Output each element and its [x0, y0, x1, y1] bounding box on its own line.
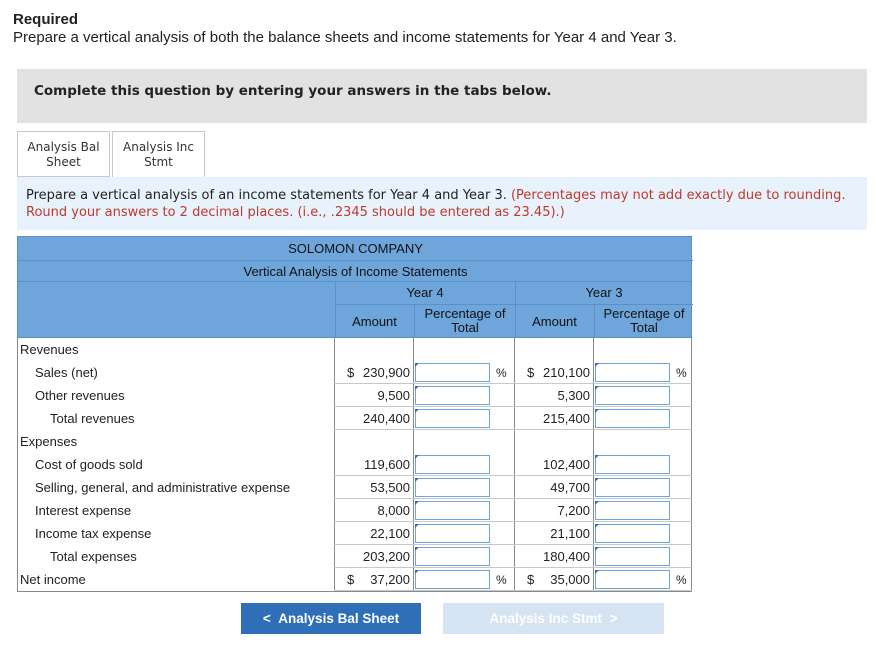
table-title: Vertical Analysis of Income Statements — [243, 264, 468, 279]
year3-percentage-input[interactable] — [595, 524, 670, 543]
year4-amount: 9,500 — [377, 388, 410, 403]
instruction-text: Complete this question by entering your answers in the tabs below. — [34, 83, 552, 99]
year3-amount: 21,100 — [550, 526, 590, 541]
year3-amount-header: Amount — [532, 314, 577, 329]
pct-header-line1: Percentage of — [603, 306, 685, 321]
prev-button-label: Analysis Bal Sheet — [278, 611, 400, 626]
dollar-sign: $ — [527, 572, 535, 587]
company-name: SOLOMON COMPANY — [288, 241, 423, 256]
tab-label-line1: Analysis Bal — [27, 140, 100, 154]
year4-percentage-input[interactable] — [415, 524, 490, 543]
pct-header-line2: Total — [451, 320, 479, 335]
required-heading: Required — [13, 11, 79, 28]
row-label: Cost of goods sold — [35, 457, 143, 472]
year3-amount: 7,200 — [557, 503, 590, 518]
year3-percentage-input[interactable] — [595, 478, 670, 497]
column-header-band — [17, 282, 692, 338]
percent-sign: % — [496, 366, 507, 380]
year4-percentage-input[interactable] — [415, 570, 490, 589]
year4-percentage-input[interactable] — [415, 455, 490, 474]
table-title-band — [17, 236, 692, 282]
year4-percentage-input[interactable] — [415, 409, 490, 428]
tab-panel-instructions — [17, 177, 867, 230]
row-label: Interest expense — [35, 503, 132, 518]
next-button-label: Analysis Inc Stmt — [489, 611, 603, 626]
year4-amount: 8,000 — [377, 503, 410, 518]
year3-amount: 102,400 — [543, 457, 590, 472]
tab-analysis-inc-stmt[interactable] — [112, 131, 205, 178]
year4-amount: 53,500 — [370, 480, 410, 495]
year3-percentage-input[interactable] — [595, 501, 670, 520]
tab-analysis-bal-sheet[interactable] — [17, 131, 110, 177]
dollar-sign: $ — [347, 572, 355, 587]
row-label: Total revenues — [50, 411, 135, 426]
year4-pct-header — [415, 307, 515, 335]
percent-sign: % — [496, 573, 507, 587]
year4-percentage-input[interactable] — [415, 501, 490, 520]
year4-percentage-input[interactable] — [415, 478, 490, 497]
year4-header: Year 4 — [406, 285, 444, 300]
percent-sign: % — [676, 573, 687, 587]
prev-analysis-bal-sheet-button[interactable] — [241, 603, 421, 634]
dollar-sign: $ — [527, 365, 535, 380]
year3-percentage-input[interactable] — [595, 570, 670, 589]
row-label: Other revenues — [35, 388, 125, 403]
year3-header: Year 3 — [585, 285, 623, 300]
year4-percentage-input[interactable] — [415, 363, 490, 382]
year4-amount: 22,100 — [370, 526, 410, 541]
tab-label-line2: Stmt — [144, 155, 173, 169]
year3-percentage-input[interactable] — [595, 547, 670, 566]
required-text: Prepare a vertical analysis of both the balance sheets and income statements for Year 4 and Year 3. — [13, 29, 677, 46]
row-label: Selling, general, and administrative expense — [35, 480, 291, 495]
panel-line-1 — [26, 188, 845, 203]
year3-amount: 180,400 — [543, 549, 590, 564]
panel-text-red-2: Round your answers to 2 decimal places. (i.e., .2345 should be entered as 23.45).) — [26, 205, 565, 220]
year4-amount-header: Amount — [352, 314, 397, 329]
row-label: Income tax expense — [35, 526, 152, 541]
row-label: Net income — [20, 572, 86, 587]
year4-amount: 203,200 — [363, 549, 410, 564]
year4-amount: 119,600 — [363, 457, 410, 472]
year3-amount: 215,400 — [543, 411, 590, 426]
year4-amount: 240,400 — [363, 411, 410, 426]
pct-header-line2: Total — [630, 320, 658, 335]
row-label: Revenues — [20, 342, 79, 357]
row-label: Total expenses — [50, 549, 137, 564]
pct-header-line1: Percentage of — [424, 306, 506, 321]
year4-amount: 230,900 — [363, 365, 410, 380]
next-analysis-inc-stmt-button[interactable] — [443, 603, 664, 634]
chevron-left-icon: < — [262, 611, 271, 626]
year3-amount: 5,300 — [557, 388, 590, 403]
dollar-sign: $ — [347, 365, 355, 380]
year4-percentage-input[interactable] — [415, 547, 490, 566]
chevron-right-icon: > — [609, 611, 618, 626]
year3-percentage-input[interactable] — [595, 455, 670, 474]
year3-amount: 49,700 — [550, 480, 590, 495]
year3-percentage-input[interactable] — [595, 386, 670, 405]
percent-sign: % — [676, 366, 687, 380]
year3-percentage-input[interactable] — [595, 363, 670, 382]
row-label: Sales (net) — [35, 365, 98, 380]
instruction-box — [17, 69, 867, 123]
year3-percentage-input[interactable] — [595, 409, 670, 428]
tab-label-line1: Analysis Inc — [123, 140, 194, 154]
year4-percentage-input[interactable] — [415, 386, 490, 405]
year3-pct-header — [595, 307, 693, 335]
panel-text-red-1: (Percentages may not add exactly due to rounding. — [510, 188, 846, 203]
tab-label-line2: Sheet — [46, 155, 81, 169]
income-statement-table — [17, 236, 692, 592]
year4-amount: 37,200 — [370, 572, 410, 587]
year3-amount: 35,000 — [550, 572, 590, 587]
year3-amount: 210,100 — [543, 365, 590, 380]
panel-text-plain: Prepare a vertical analysis of an income statements for Year 4 and Year 3. — [26, 188, 507, 203]
row-label: Expenses — [20, 434, 78, 449]
